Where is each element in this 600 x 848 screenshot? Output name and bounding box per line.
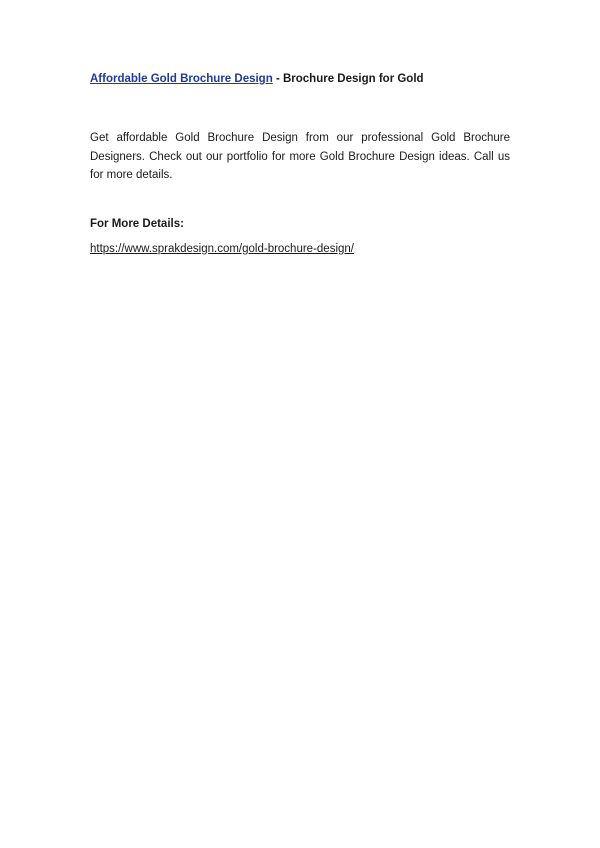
title-link[interactable]: Affordable Gold Brochure Design [90, 73, 273, 85]
details-heading: For More Details: [90, 217, 184, 230]
body-paragraph: Get affordable Gold Brochure Design from our professional Gold Brochure Designers. Check out our portfolio for more Gold Brochure Design ideas. Call us for more details. [90, 132, 510, 181]
document-title [90, 71, 510, 87]
details-url-link[interactable]: https://www.sprakdesign.com/gold-brochure-design/ [90, 242, 354, 255]
title-separator: - [272, 73, 283, 85]
title-subtitle: Brochure Design for Gold [282, 73, 424, 85]
document-content [90, 71, 510, 257]
